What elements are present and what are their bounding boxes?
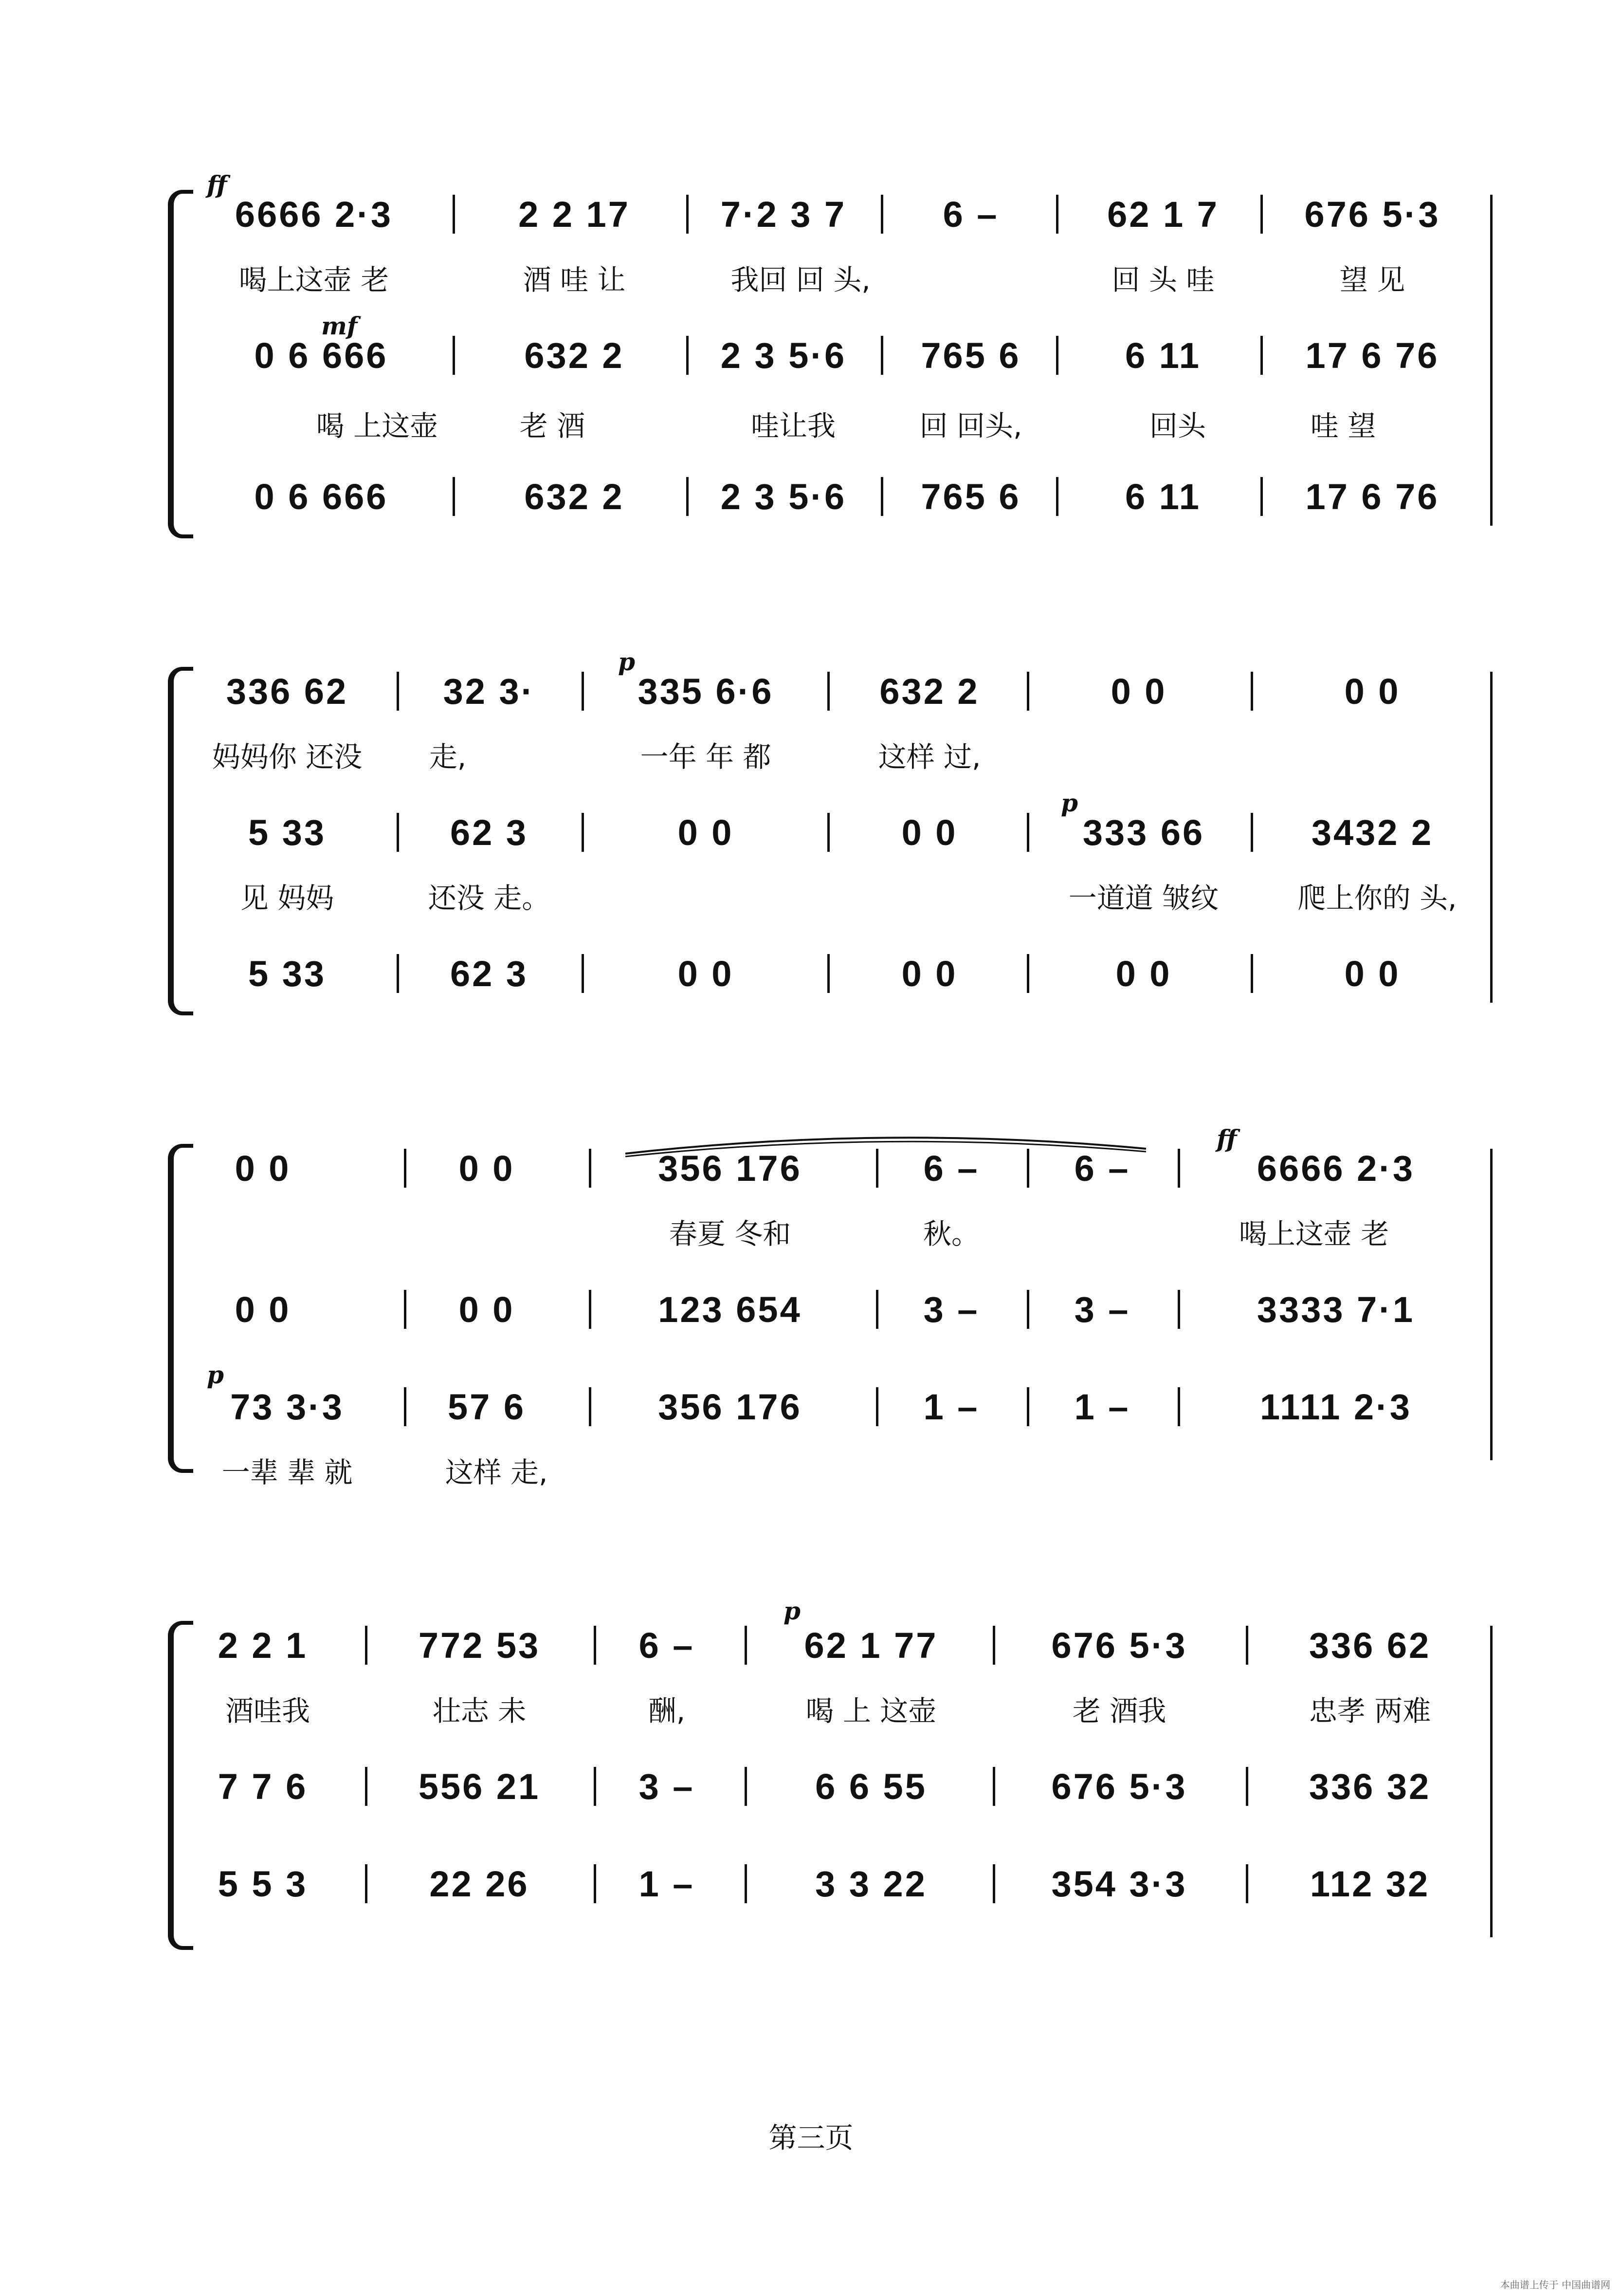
barline <box>1246 1767 1248 1806</box>
measure: 17 6 76 <box>1305 335 1440 376</box>
lyrics-line: 一辈 辈 就 <box>221 1456 353 1489</box>
barline <box>686 336 689 375</box>
measure: 6666 2·3 <box>1257 1148 1415 1189</box>
lyrics-line: 这样 过, <box>878 740 981 773</box>
barline <box>589 1149 591 1188</box>
lyrics-line: 老 酒我 <box>1072 1694 1166 1727</box>
lyrics-line: 春夏 冬和 <box>669 1217 791 1250</box>
measure: 632 2 <box>879 671 980 712</box>
lyrics-line: 我回 回 头, <box>730 263 871 296</box>
measure: 7 7 6 <box>218 1766 308 1807</box>
barline <box>686 195 689 234</box>
barline <box>365 1767 367 1806</box>
measure: 0 0 <box>1115 953 1172 994</box>
measure: 0 0 <box>1111 671 1167 712</box>
measure: 62 3 <box>450 812 529 853</box>
measure: 0 0 <box>1344 953 1401 994</box>
barline <box>1178 1387 1180 1426</box>
barline <box>881 195 883 234</box>
barline <box>827 813 830 852</box>
measure: 6 – <box>943 194 999 235</box>
staff-bass <box>0 1360 1622 1431</box>
barline <box>993 1864 995 1903</box>
measure: 765 6 <box>921 335 1021 376</box>
lyrics-line: 忠孝 两难 <box>1309 1694 1431 1727</box>
measure: 0 0 <box>677 812 734 853</box>
measure: 0 0 <box>235 1289 291 1330</box>
measure: 0 0 <box>1344 671 1401 712</box>
measure: 22 26 <box>429 1863 529 1904</box>
staff-bass <box>0 472 1622 521</box>
lyrics-line: 一道道 皱纹 <box>1068 882 1219 915</box>
lyrics-line: 哇让我 <box>750 409 836 442</box>
measure: 1 – <box>923 1386 980 1427</box>
system-2 <box>0 643 1622 1022</box>
system-3 <box>0 1120 1622 1519</box>
measure: 6 11 <box>1125 476 1201 517</box>
measure: 0 0 <box>235 1148 291 1189</box>
measure: 1 – <box>638 1863 695 1904</box>
barline <box>365 1626 367 1665</box>
barline <box>881 336 883 375</box>
lyrics-line: 酬, <box>648 1694 686 1727</box>
measure: 772 53 <box>418 1625 541 1666</box>
staff-soprano <box>0 1124 1622 1193</box>
staff-alto <box>0 789 1622 857</box>
measure: 112 32 <box>1310 1863 1430 1904</box>
measure: 0 0 <box>901 812 958 853</box>
barline <box>1027 813 1029 852</box>
measure: 765 6 <box>921 476 1021 517</box>
barline <box>594 1767 596 1806</box>
barline <box>1260 195 1263 234</box>
staff-alto <box>0 1762 1622 1811</box>
measure: 676 5·3 <box>1051 1625 1187 1666</box>
measure: 356 176 <box>658 1386 802 1427</box>
dynamic-mark: p <box>784 1597 801 1625</box>
measure: 356 176 <box>658 1148 802 1189</box>
barline <box>453 195 455 234</box>
barline <box>453 477 455 516</box>
barline <box>589 1387 591 1426</box>
barline <box>1178 1290 1180 1329</box>
barline <box>1178 1149 1180 1188</box>
lyrics-line: 喝上这壶 老 <box>1239 1217 1389 1250</box>
lyrics-line: 回 回头, <box>919 409 1022 442</box>
measure: 3 3 22 <box>815 1863 927 1904</box>
measure: 333 66 <box>1082 812 1205 853</box>
barline <box>1027 1149 1029 1188</box>
staff-soprano <box>0 647 1622 716</box>
measure: 2 3 5·6 <box>720 476 847 517</box>
lyrics-line: 走, <box>429 740 467 773</box>
measure: 6 11 <box>1125 335 1201 376</box>
barline <box>1027 672 1029 711</box>
measure: 3432 2 <box>1311 812 1434 853</box>
measure: 2 2 17 <box>518 194 630 235</box>
measure: 6 – <box>923 1148 980 1189</box>
lyrics-line: 喝 上 这壶 <box>805 1694 937 1727</box>
barline <box>1246 1626 1248 1665</box>
barline <box>582 672 584 711</box>
barline <box>1056 195 1058 234</box>
measure: 0 0 <box>458 1148 515 1189</box>
lyrics-line: 哇 望 <box>1310 409 1376 442</box>
system-4 <box>0 1592 1622 1971</box>
page-number: 第三页 <box>768 2121 854 2154</box>
barline <box>1056 336 1058 375</box>
staff-alto <box>0 312 1622 380</box>
measure: 123 654 <box>658 1289 802 1330</box>
barline <box>876 1387 878 1426</box>
lyrics-line: 见 妈妈 <box>240 882 334 915</box>
barline <box>1251 813 1253 852</box>
lyrics-line: 老 酒 <box>519 409 585 442</box>
source-watermark: 本曲谱上传于 中国曲谱网 <box>1500 2279 1610 2291</box>
barline <box>745 1626 747 1665</box>
measure: 32 3· <box>443 671 535 712</box>
barline <box>397 672 399 711</box>
barline <box>453 336 455 375</box>
measure: 336 32 <box>1309 1766 1431 1807</box>
barline <box>1251 954 1253 993</box>
measure: 2 3 5·6 <box>720 335 847 376</box>
barline <box>1251 672 1253 711</box>
lyrics-line: 秋。 <box>923 1217 980 1250</box>
measure: 556 21 <box>418 1766 541 1807</box>
barline <box>1246 1864 1248 1903</box>
measure: 17 6 76 <box>1305 476 1440 517</box>
barline <box>881 477 883 516</box>
measure: 62 1 7 <box>1107 194 1219 235</box>
measure: 676 5·3 <box>1051 1766 1187 1807</box>
barline <box>993 1767 995 1806</box>
measure: 62 1 77 <box>804 1625 938 1666</box>
barline <box>404 1149 406 1188</box>
lyrics-line: 望 见 <box>1339 263 1405 296</box>
lyrics-line: 喝上这壶 老 <box>238 263 389 296</box>
barline <box>993 1626 995 1665</box>
barline <box>1260 477 1263 516</box>
dynamic-mark: p <box>1061 789 1078 817</box>
lyrics-line: 这样 走, <box>445 1456 548 1489</box>
measure: 6 – <box>1074 1148 1130 1189</box>
barline <box>582 813 584 852</box>
dynamic-mark: ff <box>1217 1124 1237 1153</box>
barline <box>594 1626 596 1665</box>
system-1 <box>0 161 1622 540</box>
measure: 62 3 <box>450 953 529 994</box>
staff-soprano <box>0 1597 1622 1670</box>
barline <box>827 672 830 711</box>
lyrics-line: 回头 <box>1149 409 1206 442</box>
barline <box>594 1864 596 1903</box>
measure: 354 3·3 <box>1051 1863 1187 1904</box>
barline <box>397 813 399 852</box>
measure: 0 0 <box>677 953 734 994</box>
dynamic-mark: p <box>207 1360 224 1389</box>
barline <box>827 954 830 993</box>
barline <box>876 1290 878 1329</box>
staff-bass <box>0 949 1622 998</box>
measure: 2 2 1 <box>218 1625 308 1666</box>
measure: 5 5 3 <box>218 1863 308 1904</box>
barline <box>745 1767 747 1806</box>
measure: 57 6 <box>447 1386 526 1427</box>
measure: 3 – <box>1074 1289 1130 1330</box>
staff-soprano <box>0 170 1622 239</box>
measure: 336 62 <box>1309 1625 1431 1666</box>
measure: 336 62 <box>226 671 348 712</box>
barline <box>404 1387 406 1426</box>
lyrics-line: 壮志 未 <box>432 1694 527 1727</box>
barline <box>404 1290 406 1329</box>
lyrics-line: 妈妈你 还没 <box>212 740 363 773</box>
barline <box>589 1290 591 1329</box>
dynamic-mark: p <box>618 647 635 676</box>
measure: 632 2 <box>524 335 624 376</box>
barline <box>745 1864 747 1903</box>
measure: 5 33 <box>248 953 327 994</box>
measure: 5 33 <box>248 812 327 853</box>
measure: 632 2 <box>524 476 624 517</box>
measure: 6666 2·3 <box>235 194 393 235</box>
measure: 3333 7·1 <box>1257 1289 1415 1330</box>
barline <box>397 954 399 993</box>
barline <box>876 1149 878 1188</box>
dynamic-mark: ff <box>207 170 227 199</box>
measure: 6 – <box>638 1625 695 1666</box>
lyrics-line: 酒哇我 <box>225 1694 310 1727</box>
measure: 0 6 666 <box>254 476 388 517</box>
measure: 0 0 <box>458 1289 515 1330</box>
measure: 3 – <box>923 1289 980 1330</box>
measure: 0 0 <box>901 953 958 994</box>
barline <box>1056 477 1058 516</box>
measure: 73 3·3 <box>230 1386 344 1427</box>
barline <box>582 954 584 993</box>
barline <box>1260 336 1263 375</box>
measure: 6 6 55 <box>815 1766 927 1807</box>
lyrics-line: 还没 走。 <box>428 882 550 915</box>
lyrics-line: 回 头 哇 <box>1112 263 1215 296</box>
lyrics-line: 酒 哇 让 <box>523 263 626 296</box>
barline <box>365 1864 367 1903</box>
barline <box>686 477 689 516</box>
barline <box>1027 1387 1029 1426</box>
measure: 3 – <box>638 1766 695 1807</box>
dynamic-mark: mf <box>321 312 358 340</box>
barline <box>1027 954 1029 993</box>
lyrics-line: 爬上你的 头, <box>1297 882 1457 915</box>
staff-alto <box>0 1285 1622 1334</box>
measure: 676 5·3 <box>1304 194 1440 235</box>
measure: 7·2 3 7 <box>720 194 847 235</box>
lyrics-line: 一年 年 都 <box>640 740 771 773</box>
barline <box>1027 1290 1029 1329</box>
measure: 1111 2·3 <box>1260 1386 1412 1427</box>
measure: 1 – <box>1074 1386 1130 1427</box>
lyrics-line: 喝 上这壶 <box>316 409 438 442</box>
staff-bass <box>0 1859 1622 1908</box>
measure: 0 6 666 <box>254 335 388 376</box>
measure: 335 6·6 <box>638 671 774 712</box>
